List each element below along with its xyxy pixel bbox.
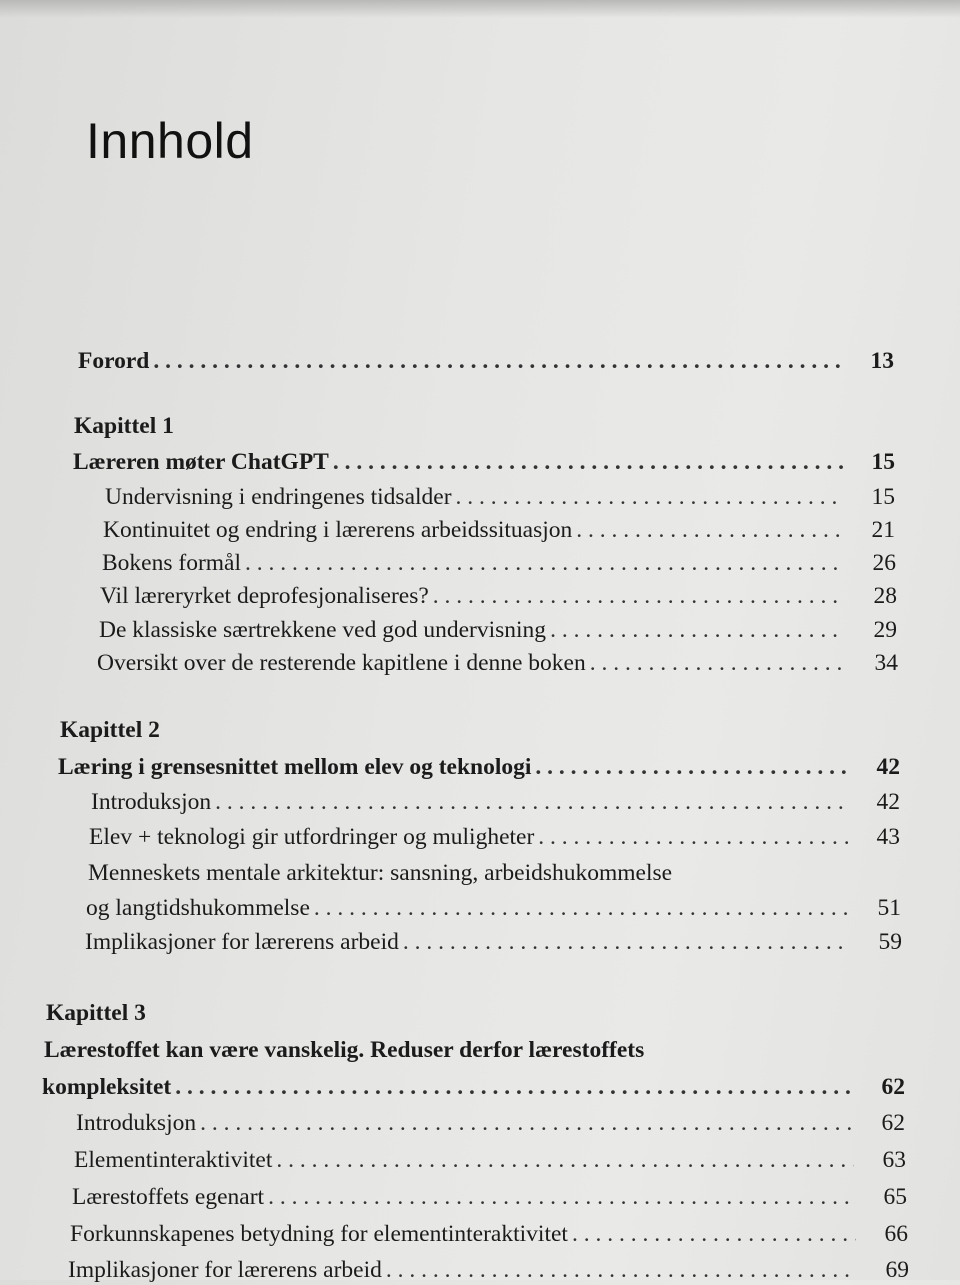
toc-entry-label: Elementinteraktivitet [74,1147,273,1173]
dot-leader [403,927,850,957]
toc-entry-label: kompleksitet [42,1074,172,1100]
page-number: 43 [876,824,900,850]
toc-entry-label: Implikasjoner for lærerens arbeid [68,1257,382,1283]
toc-section [89,822,900,852]
dot-leader [175,1072,853,1102]
toc-entry-label: Læreren møter ChatGPT [73,449,329,475]
dot-leader [456,482,843,512]
toc-entry-label: De klassiske særtrekkene ved god undervisning [99,617,547,643]
page-number: 26 [872,550,896,576]
toc-section [86,893,901,923]
toc-entry-label: og langtidshukommelse [86,895,310,921]
chapter-label-1: Kapittel 1 [74,413,174,439]
chapter-title-2 [58,752,900,782]
toc-section [103,515,895,545]
dot-leader [153,346,842,376]
dot-leader [433,581,845,611]
toc-entry-label: Læring i grensesnittet mellom elev og teknologi [58,754,532,780]
dot-leader [535,752,848,782]
page-number: 13 [870,348,894,374]
chapter-title-3 [42,1072,905,1102]
toc-entry-label: Lærestoffets egenart [72,1184,265,1210]
toc-section [70,1219,908,1249]
page-number: 63 [882,1147,906,1173]
toc-section [76,1108,905,1138]
toc-entry-label: Undervisning i endringenes tidsalder [105,484,452,510]
toc-entry-label: Vil læreryrket deprofesjonaliseres? [100,583,429,609]
toc-section [72,1182,907,1212]
toc-section [105,482,895,512]
page-number: 62 [881,1110,905,1136]
page-number: 15 [871,484,895,510]
page-number: 66 [884,1221,908,1247]
toc-section [68,1255,909,1285]
toc-entry-label: Kontinuitet og endring i lærerens arbeidssituasjon [103,517,573,543]
dot-leader [538,822,848,852]
dot-leader [572,1219,856,1249]
dot-leader [550,615,845,645]
toc-entry-label: Oversikt over de resterende kapitlene i denne boken [97,650,586,676]
page-number: 28 [873,583,897,609]
dot-leader [314,893,849,923]
dot-leader [245,548,844,578]
dot-leader [268,1182,855,1212]
toc-entry-label: Elev + teknologi gir utfordringer og muligheter [89,824,535,850]
page-number: 34 [874,650,898,676]
toc-entry-label: Implikasjoner for lærerens arbeid [85,929,399,955]
toc-entry-forord [78,346,894,376]
page-number: 69 [885,1257,909,1283]
page-title: Innhold [86,113,254,169]
dot-leader [215,787,848,817]
chapter-label-3: Kapittel 3 [46,1000,146,1026]
dot-leader [333,447,843,477]
page-number: 42 [876,789,900,815]
toc-entry-label: Forkunnskapenes betydning for elementinteraktivitet [70,1221,568,1247]
dot-leader [276,1145,854,1175]
page-number: 51 [877,895,901,921]
dot-leader [576,515,843,545]
toc-section [97,648,898,678]
toc-entry-label: Introduksjon [91,789,212,815]
toc-section [85,927,902,957]
dot-leader [200,1108,853,1138]
page-number: 62 [881,1074,905,1100]
page-number: 59 [878,929,902,955]
toc-section-line-1: Menneskets mentale arkitektur: sansning, arbeidshukommelse [88,860,673,886]
page-number: 65 [883,1184,907,1210]
toc-section [91,787,900,817]
toc-entry-label: Forord [78,348,150,374]
chapter-label-2: Kapittel 2 [60,717,160,743]
toc-section [100,581,897,611]
dot-leader [590,648,846,678]
toc-entry-label: Introduksjon [76,1110,197,1136]
toc-section [74,1145,906,1175]
toc-section [102,548,896,578]
page-number: 29 [873,617,897,643]
toc-section [99,615,897,645]
chapter-title-1 [73,447,895,477]
page-number: 42 [876,754,900,780]
toc-entry-label: Bokens formål [102,550,242,576]
chapter-title-3-line-1: Lærestoffet kan være vanskelig. Reduser derfor lærestoffets [44,1037,645,1063]
dot-leader [386,1255,857,1285]
page-number: 21 [871,517,895,543]
page-number: 15 [871,449,895,475]
